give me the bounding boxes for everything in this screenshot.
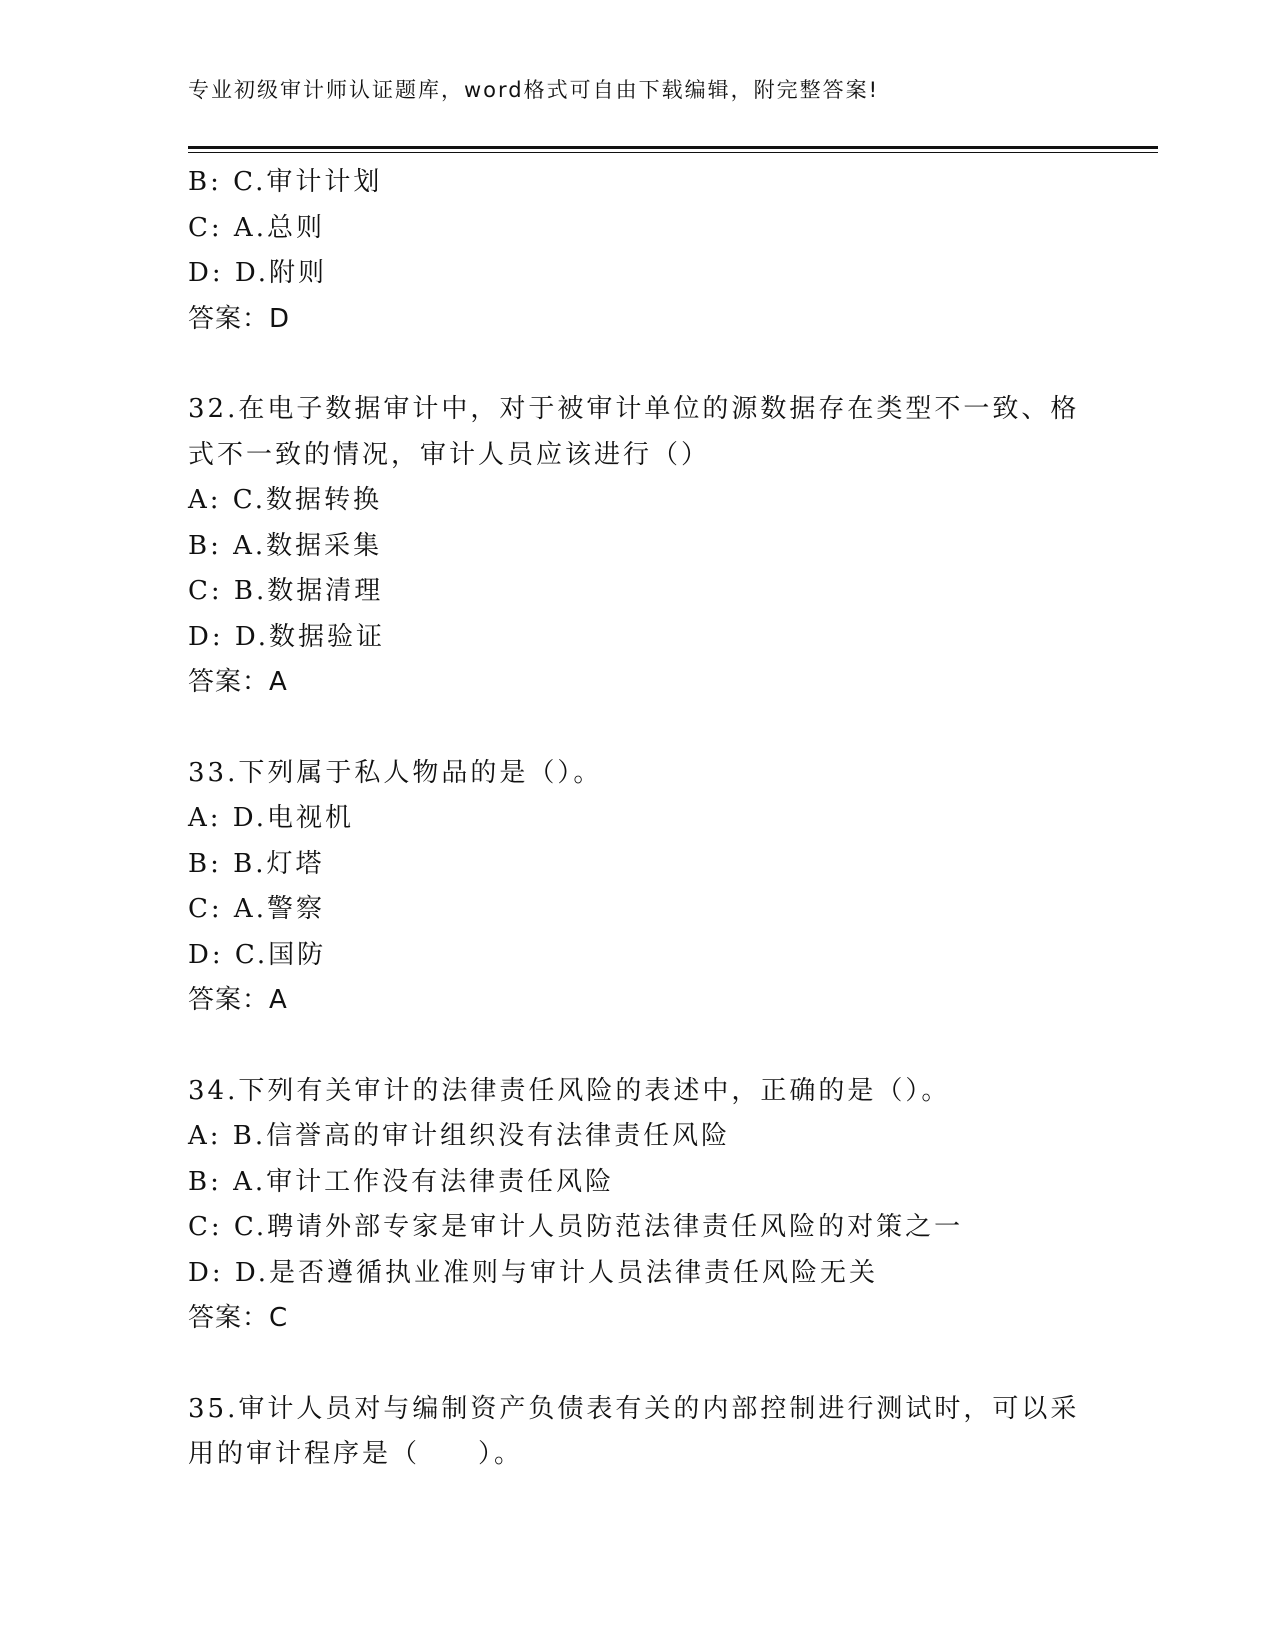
header-rule-thin — [188, 152, 1158, 153]
question-text-line2: 式不一致的情况，审计人员应该进行（） — [188, 439, 711, 470]
question-34 — [188, 1069, 1088, 1342]
answer: 答案：C — [188, 1303, 289, 1333]
document-body — [188, 160, 1088, 1478]
option-c: C: A.总则 — [188, 212, 325, 243]
question-33 — [188, 751, 1088, 1024]
question-text-line1: 33.下列属于私人物品的是（）。 — [188, 757, 603, 788]
option-a: A: D.电视机 — [188, 803, 354, 833]
option-d: D: D.附则 — [188, 258, 328, 288]
option-b: B: B.灯塔 — [188, 848, 325, 879]
option-c: C: B.数据清理 — [188, 576, 384, 606]
answer: 答案：A — [188, 985, 288, 1015]
option-a: A: C.数据转换 — [188, 485, 383, 515]
question-text-line2: 用的审计程序是（ ）。 — [188, 1439, 524, 1469]
option-a: A: B.信誉高的审计组织没有法律责任风险 — [188, 1121, 731, 1151]
answer: 答案：D — [188, 303, 291, 334]
option-d: D: D.是否遵循执业准则与审计人员法律责任风险无关 — [188, 1257, 879, 1288]
option-c: C: C.聘请外部专家是审计人员防范法律责任风险的对策之一 — [188, 1212, 964, 1242]
question-32 — [188, 387, 1088, 706]
question-text-line1: 35.审计人员对与编制资产负债表有关的内部控制进行测试时，可以采 — [188, 1393, 1080, 1424]
option-b: B: A.审计工作没有法律责任风险 — [188, 1166, 615, 1197]
option-c: C: A.警察 — [188, 894, 325, 924]
question-text-line1: 32.在电子数据审计中，对于被审计单位的源数据存在类型不一致、格 — [188, 394, 1080, 424]
question-text-line1: 34.下列有关审计的法律责任风险的表述中，正确的是（）。 — [188, 1075, 951, 1106]
option-b: B: A.数据采集 — [188, 530, 383, 561]
header-rule-thick — [188, 146, 1158, 149]
question-35 — [188, 1387, 1088, 1478]
answer: 答案：A — [188, 667, 288, 697]
previous-question-tail — [188, 160, 1088, 342]
page-header: 专业初级审计师认证题库，word格式可自由下载编辑，附完整答案! — [188, 78, 880, 102]
option-d: D: D.数据验证 — [188, 621, 386, 652]
option-b: B: C.审计计划 — [188, 167, 383, 197]
option-d: D: C.国防 — [188, 939, 327, 970]
